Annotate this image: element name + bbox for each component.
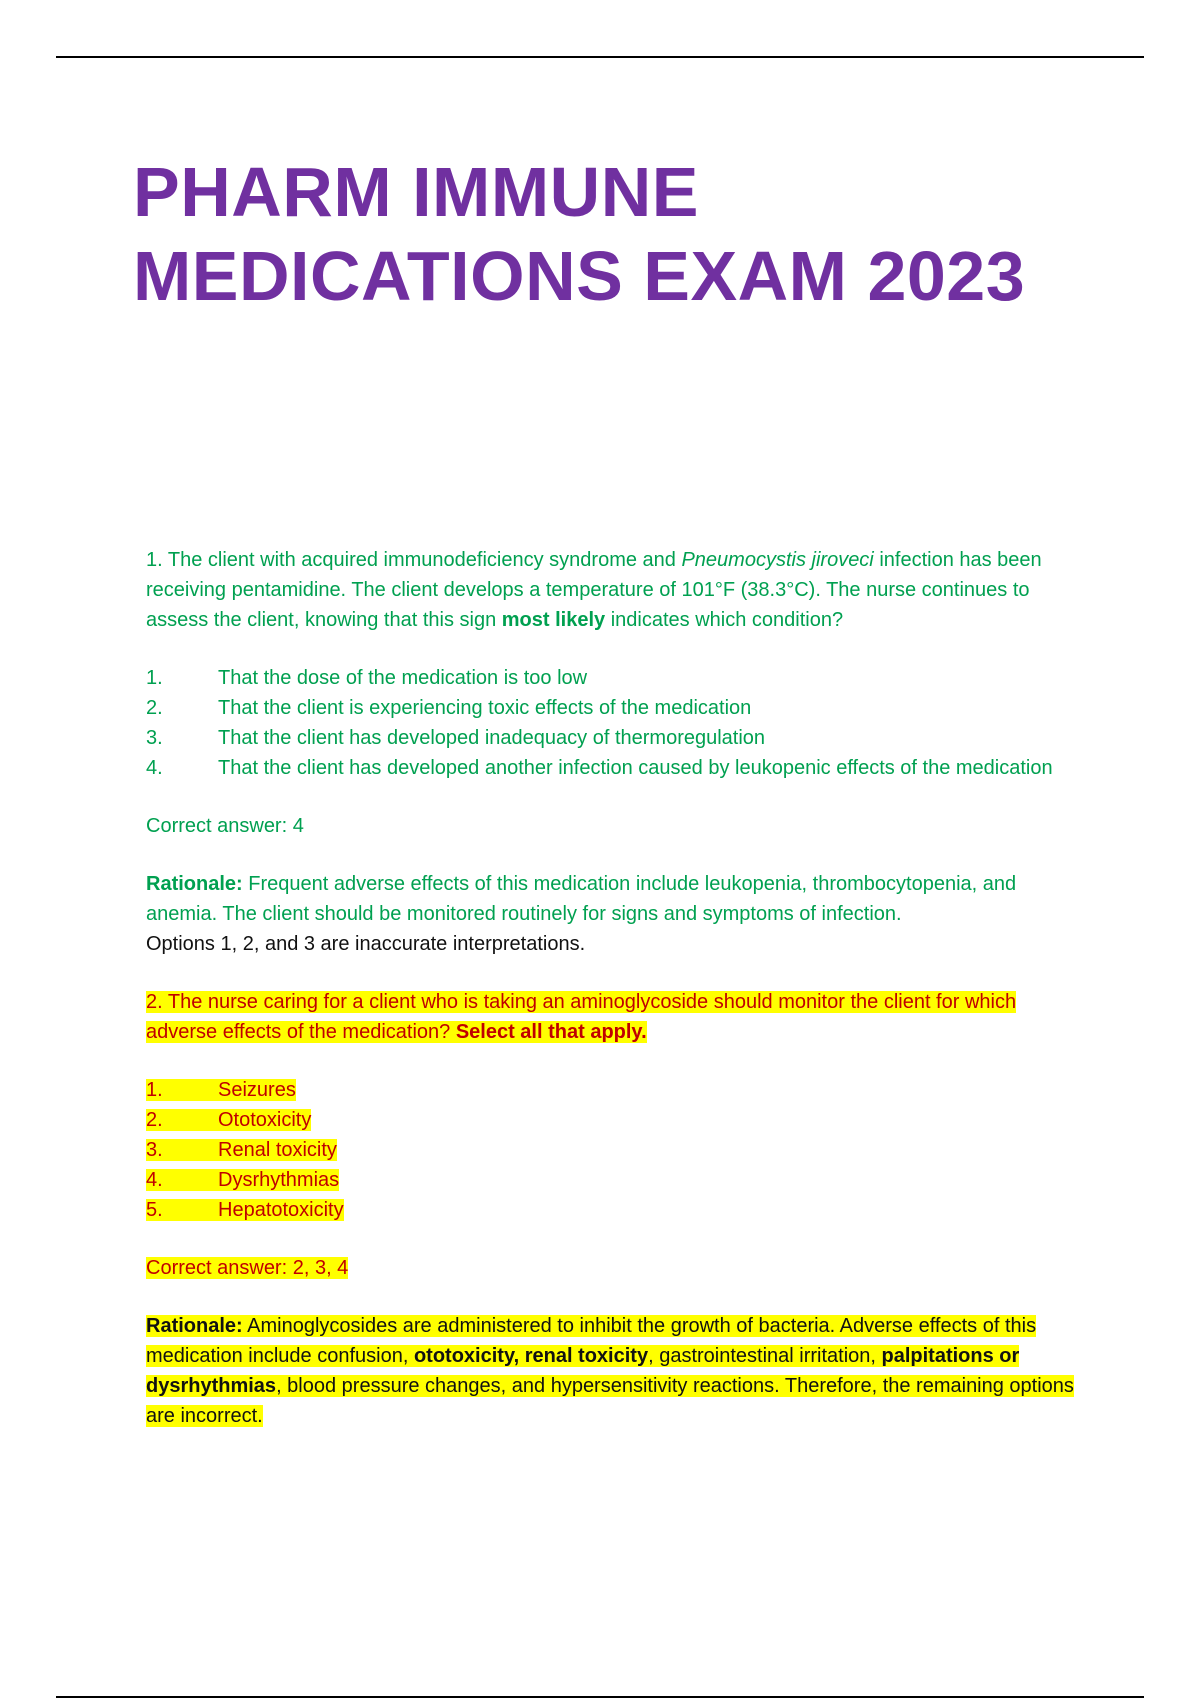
q1-stem-italic: Pneumocystis jiroveci xyxy=(681,549,874,571)
q1-rationale-text: Frequent adverse effects of this medication include leukopenia, thrombocytopenia, and anemia. The client should be monitored routinely for signs and symptoms of infection. xyxy=(146,873,1017,925)
q2-option xyxy=(146,1075,1086,1105)
q2-rationale xyxy=(146,1311,1086,1431)
q2-option xyxy=(146,1165,1086,1195)
top-rule xyxy=(56,56,1144,58)
q2-stem-text: 2. The nurse caring for a client who is taking an aminoglycoside should monitor the client for which adverse effects of the medication? xyxy=(146,991,1017,1043)
option-text: Renal toxicity xyxy=(218,1139,337,1161)
option-number: 2. xyxy=(146,697,163,719)
exam-content xyxy=(146,545,1086,1459)
q1-stem-text-3: indicates which condition? xyxy=(605,609,844,631)
option-text: Hepatotoxicity xyxy=(218,1199,344,1221)
q2-rationale-text: Aminoglycosides are administered to inhibit the growth of bacteria. Adverse effects of this medication include confusion, xyxy=(146,1315,1037,1367)
option-number: 2. xyxy=(146,1109,163,1131)
option-text: That the client has developed inadequacy of thermoregulation xyxy=(218,727,766,749)
option-text: That the client is experiencing toxic effects of the medication xyxy=(218,697,752,719)
q2-rationale-text-3: , blood pressure changes, and hypersensitivity reactions. Therefore, the remaining options are incorrect. xyxy=(146,1375,1074,1427)
option-number: 4. xyxy=(146,1169,163,1191)
option-number: 5. xyxy=(146,1199,163,1221)
option-text: Seizures xyxy=(218,1079,296,1101)
q1-stem-text-2: infection has been receiving pentamidine. The client develops a temperature of 101°F (38.3°C). The nurse continues to assess the client, knowing that this sign xyxy=(146,549,1042,631)
q1-option xyxy=(146,723,1086,753)
bottom-rule xyxy=(56,1696,1144,1698)
q2-rationale-label: Rationale: xyxy=(146,1315,243,1337)
q2-rationale-bold: ototoxicity, renal toxicity xyxy=(413,1345,649,1367)
option-number: 1. xyxy=(146,1079,163,1101)
q2-stem-bold: Select all that apply. xyxy=(455,1021,647,1043)
q2-option xyxy=(146,1105,1086,1135)
q2-option xyxy=(146,1195,1086,1225)
option-number: 4. xyxy=(146,757,163,779)
q2-rationale-text-2: , gastrointestinal irritation, xyxy=(648,1345,882,1367)
q2-answer-text: Correct answer: 2, 3, 4 xyxy=(146,1257,349,1279)
title-line-1: PHARM IMMUNE xyxy=(133,153,699,231)
option-text: That the dose of the medication is too low xyxy=(218,667,588,689)
q1-option xyxy=(146,753,1086,783)
option-text: Ototoxicity xyxy=(218,1109,312,1131)
q1-rationale-text-2: Options 1, 2, and 3 are inaccurate interpretations. xyxy=(146,933,586,955)
option-number: 1. xyxy=(146,667,163,689)
title-line-2: MEDICATIONS EXAM 2023 xyxy=(133,237,1026,315)
q2-correct-answer xyxy=(146,1253,1086,1283)
question-2-stem xyxy=(146,987,1086,1047)
question-1-options xyxy=(146,663,1086,783)
q2-rationale-bold-2: palpitations or dysrhythmias xyxy=(146,1345,1020,1397)
q1-option xyxy=(146,693,1086,723)
q1-stem-text: 1. The client with acquired immunodeficiency syndrome and xyxy=(146,549,682,571)
q1-rationale-label: Rationale: xyxy=(146,873,243,895)
option-number: 3. xyxy=(146,727,163,749)
question-2-options xyxy=(146,1075,1086,1225)
q1-option xyxy=(146,663,1086,693)
q1-rationale xyxy=(146,869,1086,959)
page-title xyxy=(133,150,1093,318)
q1-correct-answer: Correct answer: 4 xyxy=(146,815,304,837)
option-text: That the client has developed another infection caused by leukopenic effects of the medication xyxy=(218,757,1053,779)
question-1-stem xyxy=(146,545,1086,635)
option-text: Dysrhythmias xyxy=(218,1169,340,1191)
q2-option xyxy=(146,1135,1086,1165)
option-number: 3. xyxy=(146,1139,163,1161)
q1-stem-bold: most likely xyxy=(501,609,606,631)
